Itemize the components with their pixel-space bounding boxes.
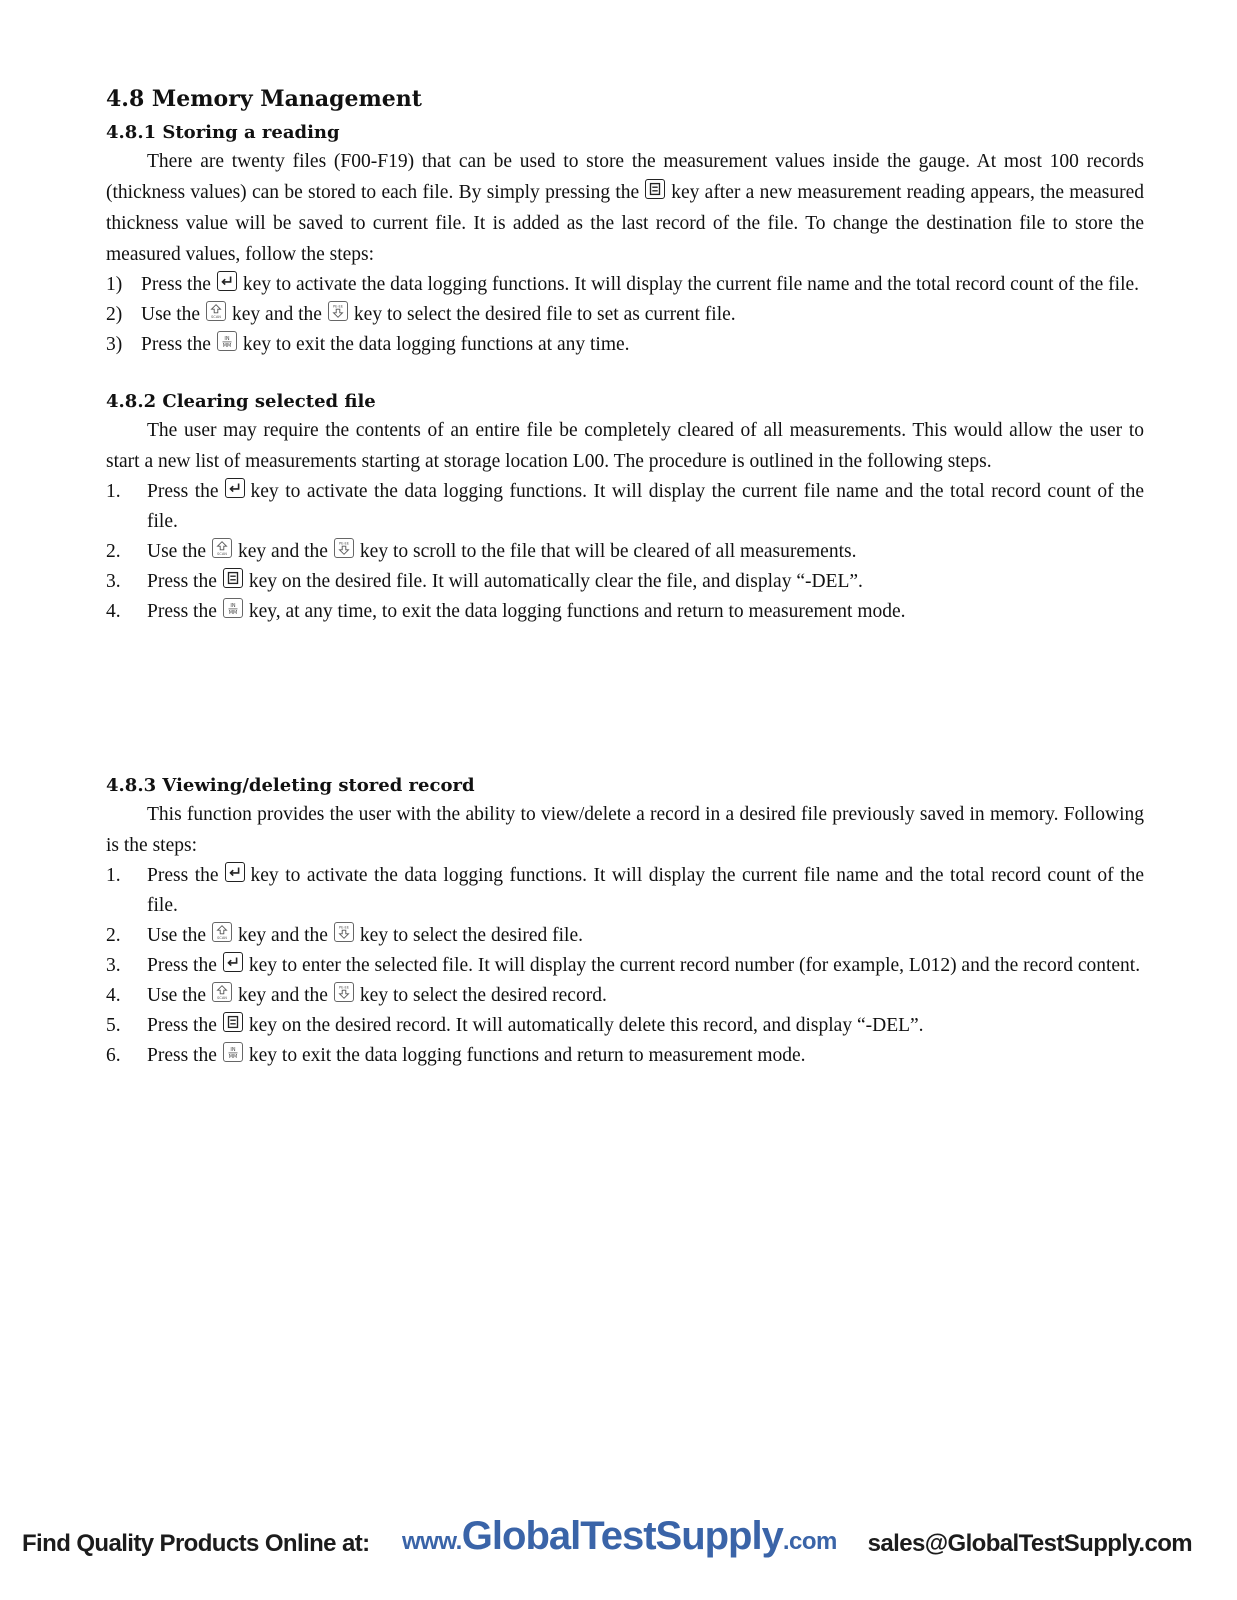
footer-email-link[interactable]: sales@GlobalTestSupply.com [867,1530,1192,1557]
down-key-icon [328,301,348,321]
list-item: 2. Use the SCAN key and the PE·EE key to select the desired file. [106,921,1144,951]
svg-text:SCAN: SCAN [217,551,227,556]
svg-text:PE·EE: PE·EE [338,541,349,546]
viewing-steps [106,861,1144,1071]
list-item: 1. Press the key to activate the data logging functions. It will display the current file name and the total record count of the file. [106,861,1144,921]
svg-text:SCAN: SCAN [211,314,221,319]
list-item: 3) Press the IN MM key to exit the data logging functions at any time. [106,330,1144,360]
list-item: 4. Use the SCAN key and the PE·EE key to select the desired record. [106,981,1144,1011]
svg-text:PE·EE: PE·EE [338,985,349,990]
down-key-icon [334,538,354,558]
svg-text:MM: MM [222,342,232,349]
svg-text:PE·EE: PE·EE [338,925,349,930]
enter-key-icon [217,271,237,291]
list-item: 1) Press the key to activate the data logging functions. It will display the current file name and the total record count of the file. [106,270,1144,300]
storing-steps [106,270,1144,360]
footer-website-link[interactable]: www.GlobalTestSupply.com [402,1514,837,1558]
list-item: 2) Use the SCAN key and the PE·EE key to select the desired file to set as current file. [106,300,1144,330]
storing-intro: There are twenty files (F00-F19) that can be used to store the measurement values inside the gauge. At most 100 records (thickness values) can be stored to each file. By simply pressing the key after a new measurement reading appears, the measured thickness value will be saved to current file. It is added as the last record of the file. To change the destination file to store the measured values, follow the steps: [106,151,1144,265]
manual-page [106,84,1144,1071]
list-item: 5. Press the key on the desired record. It will automatically delete this record, and display “-DEL”. [106,1011,1144,1041]
list-item: 3. Press the key on the desired file. It will automatically clear the file, and display “-DEL”. [106,567,1144,597]
svg-text:PE·EE: PE·EE [332,304,343,309]
up-scan-key-icon [206,301,226,321]
svg-text:MM: MM [228,1053,238,1060]
save-key-icon [645,179,665,199]
in-mm-key-icon [223,598,243,618]
svg-text:SCAN: SCAN [217,995,227,1000]
subsection-title-clearing: 4.8.2 Clearing selected file [106,391,376,412]
list-item: 4. Press the IN MM key, at any time, to exit the data logging functions and return to measurement mode. [106,597,1144,627]
in-mm-key-icon [217,331,237,351]
svg-text:SCAN: SCAN [217,935,227,940]
clearing-intro: The user may require the contents of an entire file be completely cleared of all measurements. This would allow the user to start a new list of measurements starting at storage location L00. The procedure is outlined in the following steps. [106,420,1144,472]
viewing-intro: This function provides the user with the ability to view/delete a record in a desired file previously saved in memory. Following is the steps: [106,804,1144,856]
list-item: 2. Use the SCAN key and the PE·EE key to scroll to the file that will be cleared of all measurements. [106,537,1144,567]
up-scan-key-icon [212,982,232,1002]
svg-text:IN: IN [224,336,230,343]
svg-text:IN: IN [230,603,236,610]
section-title: 4.8 Memory Management [106,86,422,112]
enter-key-icon [223,952,243,972]
subsection-title-storing: 4.8.1 Storing a reading [106,122,340,143]
in-mm-key-icon [223,1042,243,1062]
up-scan-key-icon [212,538,232,558]
down-key-icon [334,922,354,942]
save-key-icon [223,1012,243,1032]
list-item: 3. Press the key to enter the selected file. It will display the current record number (for example, L012) and the record content. [106,951,1144,981]
svg-text:IN: IN [230,1047,236,1054]
enter-key-icon [225,478,245,498]
subsection-title-viewing: 4.8.3 Viewing/deleting stored record [106,775,475,796]
down-key-icon [334,982,354,1002]
save-key-icon [223,568,243,588]
clearing-steps [106,477,1144,627]
page-footer [22,1512,1192,1572]
svg-text:MM: MM [228,609,238,616]
footer-tagline: Find Quality Products Online at: [22,1530,370,1557]
list-item: 6. Press the IN MM key to exit the data logging functions and return to measurement mode. [106,1041,1144,1071]
list-item: 1. Press the key to activate the data logging functions. It will display the current file name and the total record count of the file. [106,477,1144,537]
up-scan-key-icon [212,922,232,942]
enter-key-icon [225,862,245,882]
